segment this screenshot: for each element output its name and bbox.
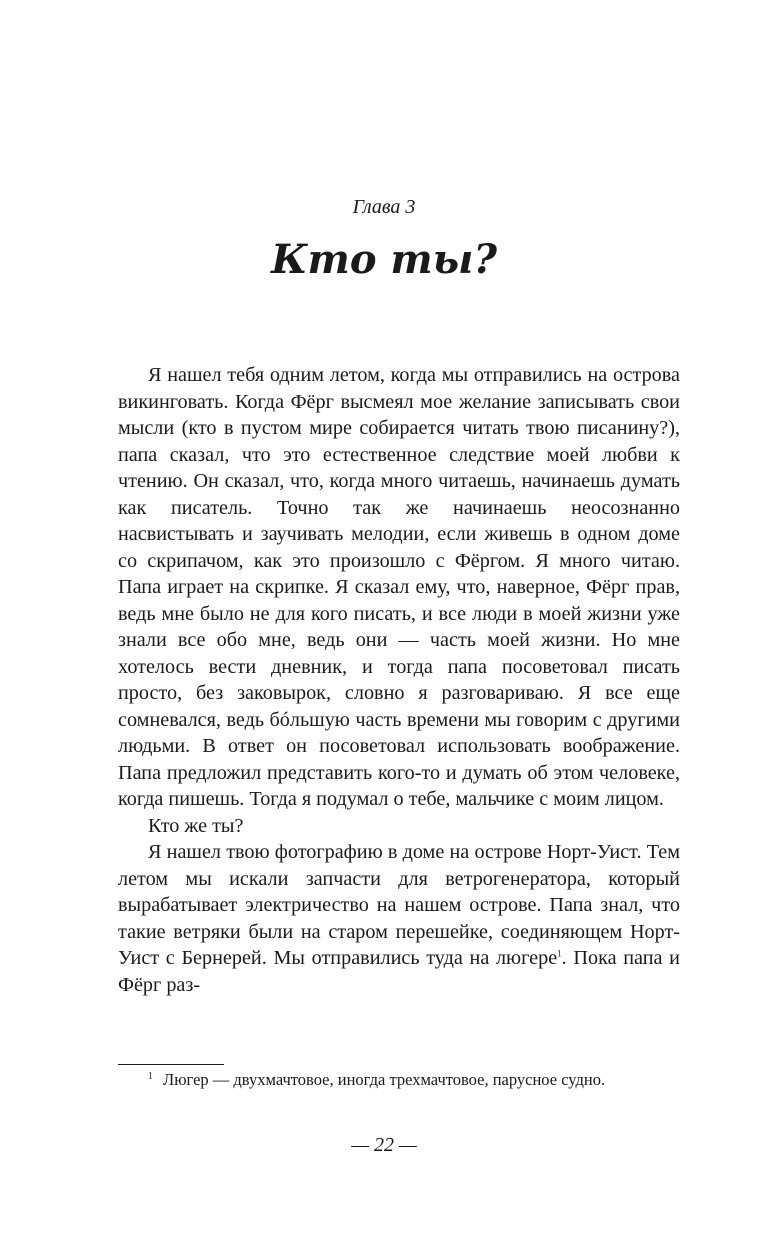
paragraph: Кто же ты?: [148, 814, 244, 837]
footnote-reference: 1: [557, 948, 562, 959]
footnote-number: 1: [148, 1070, 153, 1082]
page-number: — 22 —: [351, 1134, 417, 1156]
chapter-label: Глава 3: [352, 196, 416, 218]
paragraph: [118, 839, 680, 998]
footnote: [118, 1068, 680, 1091]
footnote-text: Люгер — двухмачтовое, иногда трехмачтовое, парусное судно.: [163, 1070, 606, 1089]
footnote-rule: [118, 1064, 224, 1065]
paragraph-text: Я нашел твою фотографию в доме на острове Норт-Уист. Тем летом мы искали запчасти для ветрогенератора, который вырабатывает электричество на нашем острове. Папа знал, что такие ветряки были на старом перешейке, соединяющем Норт-Уист с Бернерей. Мы отправились туда на люгере: [118, 841, 680, 969]
body-text: [118, 362, 680, 998]
paragraph: Я нашел тебя одним летом, когда мы отправились на острова викинговать. Когда Фёрг высмеял мое желание записывать свои мысли (кто в пустом мире собирается читать твою писанину?), папа сказал, что это естественное следствие моей любви к чтению. Он сказал, что, когда много читаешь, начинаешь думать как писатель. Точно так же начинаешь неосознанно насвистывать и заучивать мелодии, если живешь в одном доме со скрипачом, как это произошло с Фёргом. Я много читаю. Папа играет на скрипке. Я сказал ему, что, наверное, Фёрг прав, ведь мне было не для кого писать, и все люди в моей жизни уже знали все обо мне, ведь они — часть моей жизни. Но мне хотелось вести дневник, и тогда папа посоветовал писать просто, без заковырок, словно я разговариваю. Я все еще сомневался, ведь бóльшую часть времени мы говорим с другими людьми. В ответ он посоветовал использовать воображение. Папа предложил представить кого-то и думать об этом человеке, когда пишешь. Тогда я подумал о тебе, мальчике с моим лицом.: [118, 364, 680, 810]
chapter-title: Кто ты?: [271, 236, 497, 283]
paragraph-text-continued: . Пока папа и Фёрг раз-: [118, 947, 680, 996]
